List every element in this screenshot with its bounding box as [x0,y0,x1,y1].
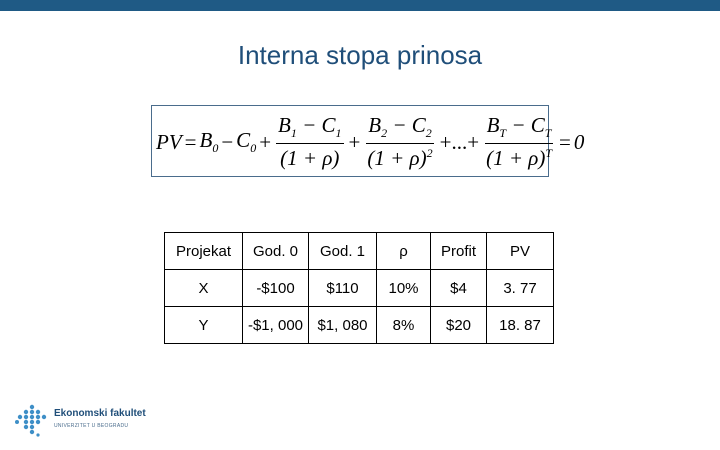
logo-name: Ekonomski fakultet [54,408,146,419]
fraction-2-c: C [411,112,426,137]
table-cell: -$100 [243,270,309,307]
table-cell: $20 [431,307,487,344]
slide-title: Interna stopa prinosa [237,40,483,70]
fraction-2-b: B [368,112,382,137]
fraction-year-1 [276,113,344,171]
table-cell: 8% [377,307,431,344]
table-cell: 10% [377,270,431,307]
formula-minus: − [221,129,234,154]
table-cell: $1, 080 [309,307,377,344]
fraction-1-minus: − [296,112,322,137]
logo-subtitle: UNIVERZITET U BEOGRADU [54,423,129,429]
table-cell: $4 [431,270,487,307]
formula-b0-letter: B [199,127,213,152]
formula-row [156,106,584,178]
fraction-t-denominator [484,144,554,171]
fraction-t-numerator [485,113,554,144]
formula-c0 [236,128,256,156]
formula-b0-sub: 0 [212,141,219,156]
fraction-t-minus: − [506,112,531,137]
fraction-2-b-sub: 2 [381,126,388,141]
table-header-row [165,233,554,270]
table-cell: 18. 87 [487,307,554,344]
formula-b0 [200,128,219,156]
fraction-t-den-base: (1 + ρ) [486,146,546,171]
formula-c0-sub: 0 [250,141,257,156]
table-cell: -$1, 000 [243,307,309,344]
faculty-logo [14,404,154,438]
fraction-1-c: C [321,112,336,137]
formula-c0-letter: C [236,127,251,152]
formula-pv: PV [156,129,182,154]
fraction-1-b-sub: 1 [290,126,297,141]
fraction-t-c: C [530,112,545,137]
table-cell: $110 [309,270,377,307]
fraction-year-t [484,113,554,171]
fraction-2-den-exp: 2 [426,146,433,161]
fraction-1-c-sub: 1 [335,126,342,141]
formula-plus: + [259,129,272,154]
table-row [165,307,554,344]
fraction-year-2 [365,113,434,171]
table-cell: Y [165,307,243,344]
fraction-t-den-exp: T [545,146,553,161]
formula-plus: + [348,129,361,154]
formula-zero: 0 [573,129,585,154]
fraction-2-denominator [365,144,434,171]
table-cell: 3. 77 [487,270,554,307]
header-cell-god-1: God. 1 [309,233,377,270]
header-cell-projekat: Projekat [165,233,243,270]
fraction-2-den-base: (1 + ρ) [367,146,427,171]
fraction-2-numerator [366,113,434,144]
formula-ellipsis: +...+ [439,129,480,154]
top-accent-bar [0,0,720,11]
dot-cluster-logo-icon [14,404,50,438]
projects-table [164,232,554,344]
irr-formula [151,105,585,177]
fraction-t-b-sub: T [499,126,507,141]
fraction-t-c-sub: T [544,126,552,141]
formula-equals: = [184,129,197,154]
header-cell-rho: ρ [377,233,431,270]
fraction-2-c-sub: 2 [425,126,432,141]
fraction-1-b: B [278,112,291,137]
formula-equals-zero: = [559,129,571,154]
header-cell-profit: Profit [431,233,487,270]
fraction-1-denominator: (1 + ρ) [280,146,340,171]
fraction-2-minus: − [387,112,412,137]
header-cell-pv: PV [487,233,554,270]
table-row [165,270,554,307]
header-cell-god-0: God. 0 [243,233,309,270]
fraction-t-b: B [486,112,500,137]
table-cell: X [165,270,243,307]
fraction-1-numerator [276,113,344,144]
